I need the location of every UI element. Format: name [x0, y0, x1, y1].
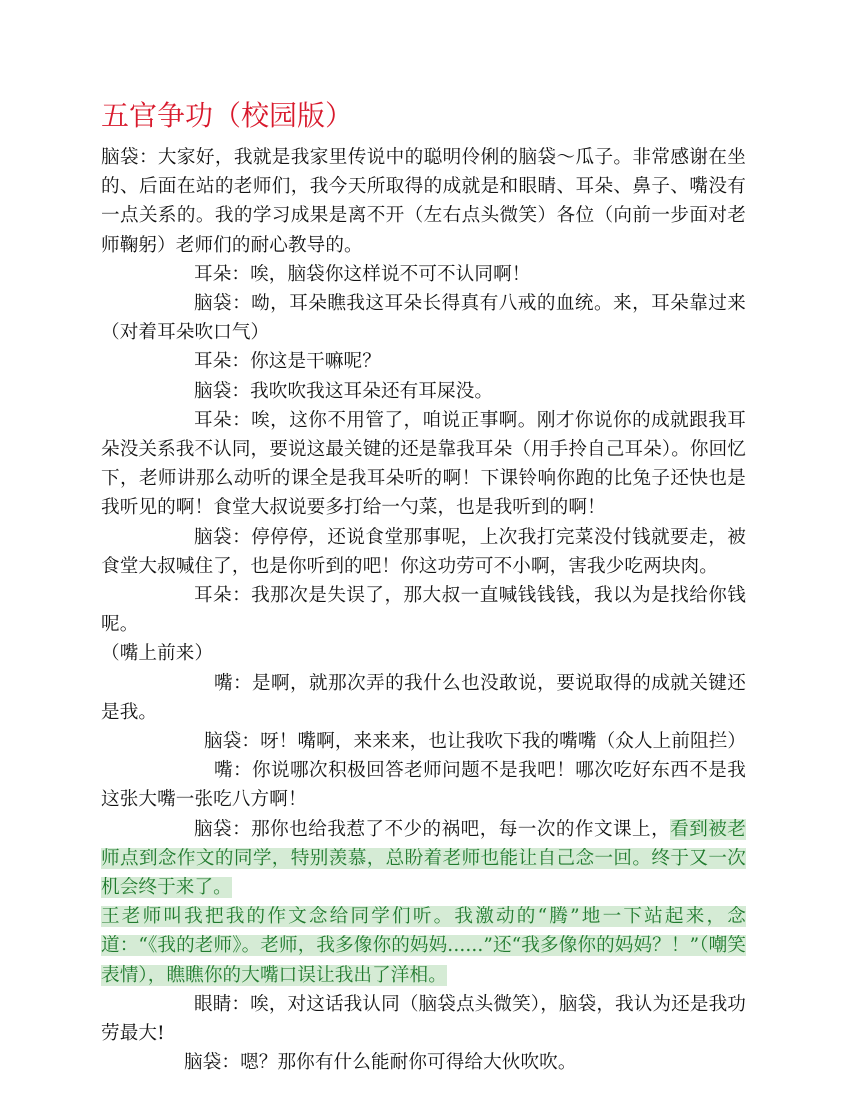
paragraph-4: 耳朵：你这是干嘛呢？ — [194, 351, 381, 373]
paragraph-12: 嘴：你说哪次积极回答老师问题不是我吧！哪次吃好东西不是我这张大嘴一张吃八方啊！ — [101, 760, 746, 811]
paragraph-16: 脑袋：嗯？那你有什么能耐你可得给大伙吹吹。 — [184, 1052, 577, 1074]
paragraph-3: 脑袋：呦，耳朵瞧我这耳朵长得真有八戒的血统。来，耳朵靠过来（对着耳朵吹口气） — [101, 293, 746, 344]
paragraph-11: 脑袋：呀！嘴啊，来来来，也让我吹下我的嘴嘴（众人上前阻拦） — [204, 731, 747, 753]
paragraph-1: 脑袋：大家好，我就是我家里传说中的聪明伶俐的脑袋～瓜子。非常感谢在坐的、后面在站的老师们，我今天所取得的成就是和眼睛、耳朵、鼻子、嘴没有一点关系的。我的学习成果是离不开（左右点头微笑）各位（向前一步面对老师鞠躬）老师们的耐心教导的。 — [101, 147, 746, 256]
paragraph-13-plain: 脑袋：那你也给我惹了不少的祸吧，每一次的作文课上， — [194, 818, 671, 840]
paragraph-8: 耳朵：我那次是失误了，那大叔一直喊钱钱钱，我以为是找给你钱呢。 — [101, 585, 746, 636]
paragraph-13 — [101, 815, 746, 903]
paragraph-14 — [101, 902, 746, 990]
paragraph-7: 脑袋：停停停，还说食堂那事呢，上次我打完菜没付钱就要走，被食堂大叔喊住了，也是你听到的吧！你这功劳可不小啊，害我少吃两块肉。 — [101, 526, 746, 577]
paragraph-15: 眼睛：唉，对这话我认同（脑袋点头微笑），脑袋，我认为还是我功劳最大! — [101, 993, 746, 1045]
highlighted-text: 看到被老师点到念作文的同学，特别羡慕，总盼着老师也能让自己念一回。终于又一次机会终于来了。 — [101, 818, 746, 899]
paragraph-5: 脑袋：我吹吹我这耳朵还有耳屎没。 — [194, 380, 494, 402]
document-title: 五官争功（校园版） — [101, 99, 354, 132]
script-body — [101, 143, 746, 1078]
paragraph-2: 耳朵：唉，脑袋你这样说不可不认同啊！ — [194, 263, 531, 285]
stage-direction: （嘴上前来） — [101, 643, 214, 665]
paragraph-6: 耳朵：唉，这你不用管了，咱说正事啊。刚才你说你的成就跟我耳朵没关系我不认同，要说这最关键的还是靠我耳朵（用手拎自己耳朵）。你回忆下，老师讲那么动听的课全是我耳朵听的啊！下课铃响你跑的比兔子还快也是我听见的啊！食堂大叔说要多打给一勺菜，也是我听到的啊！ — [101, 409, 746, 519]
paragraph-10: 嘴：是啊，就那次弄的我什么也没敢说，要说取得的成就关键还是我。 — [101, 672, 746, 723]
highlighted-text: 王老师叫我把我的作文念给同学们听。我激动的“腾”地一下站起来，念道：“《我的老师》。老师，我多像你的妈妈......”还“我多像你的妈妈？！”（嘲笑表情），瞧瞧你的大嘴口误让我出了洋相。 — [101, 906, 746, 986]
